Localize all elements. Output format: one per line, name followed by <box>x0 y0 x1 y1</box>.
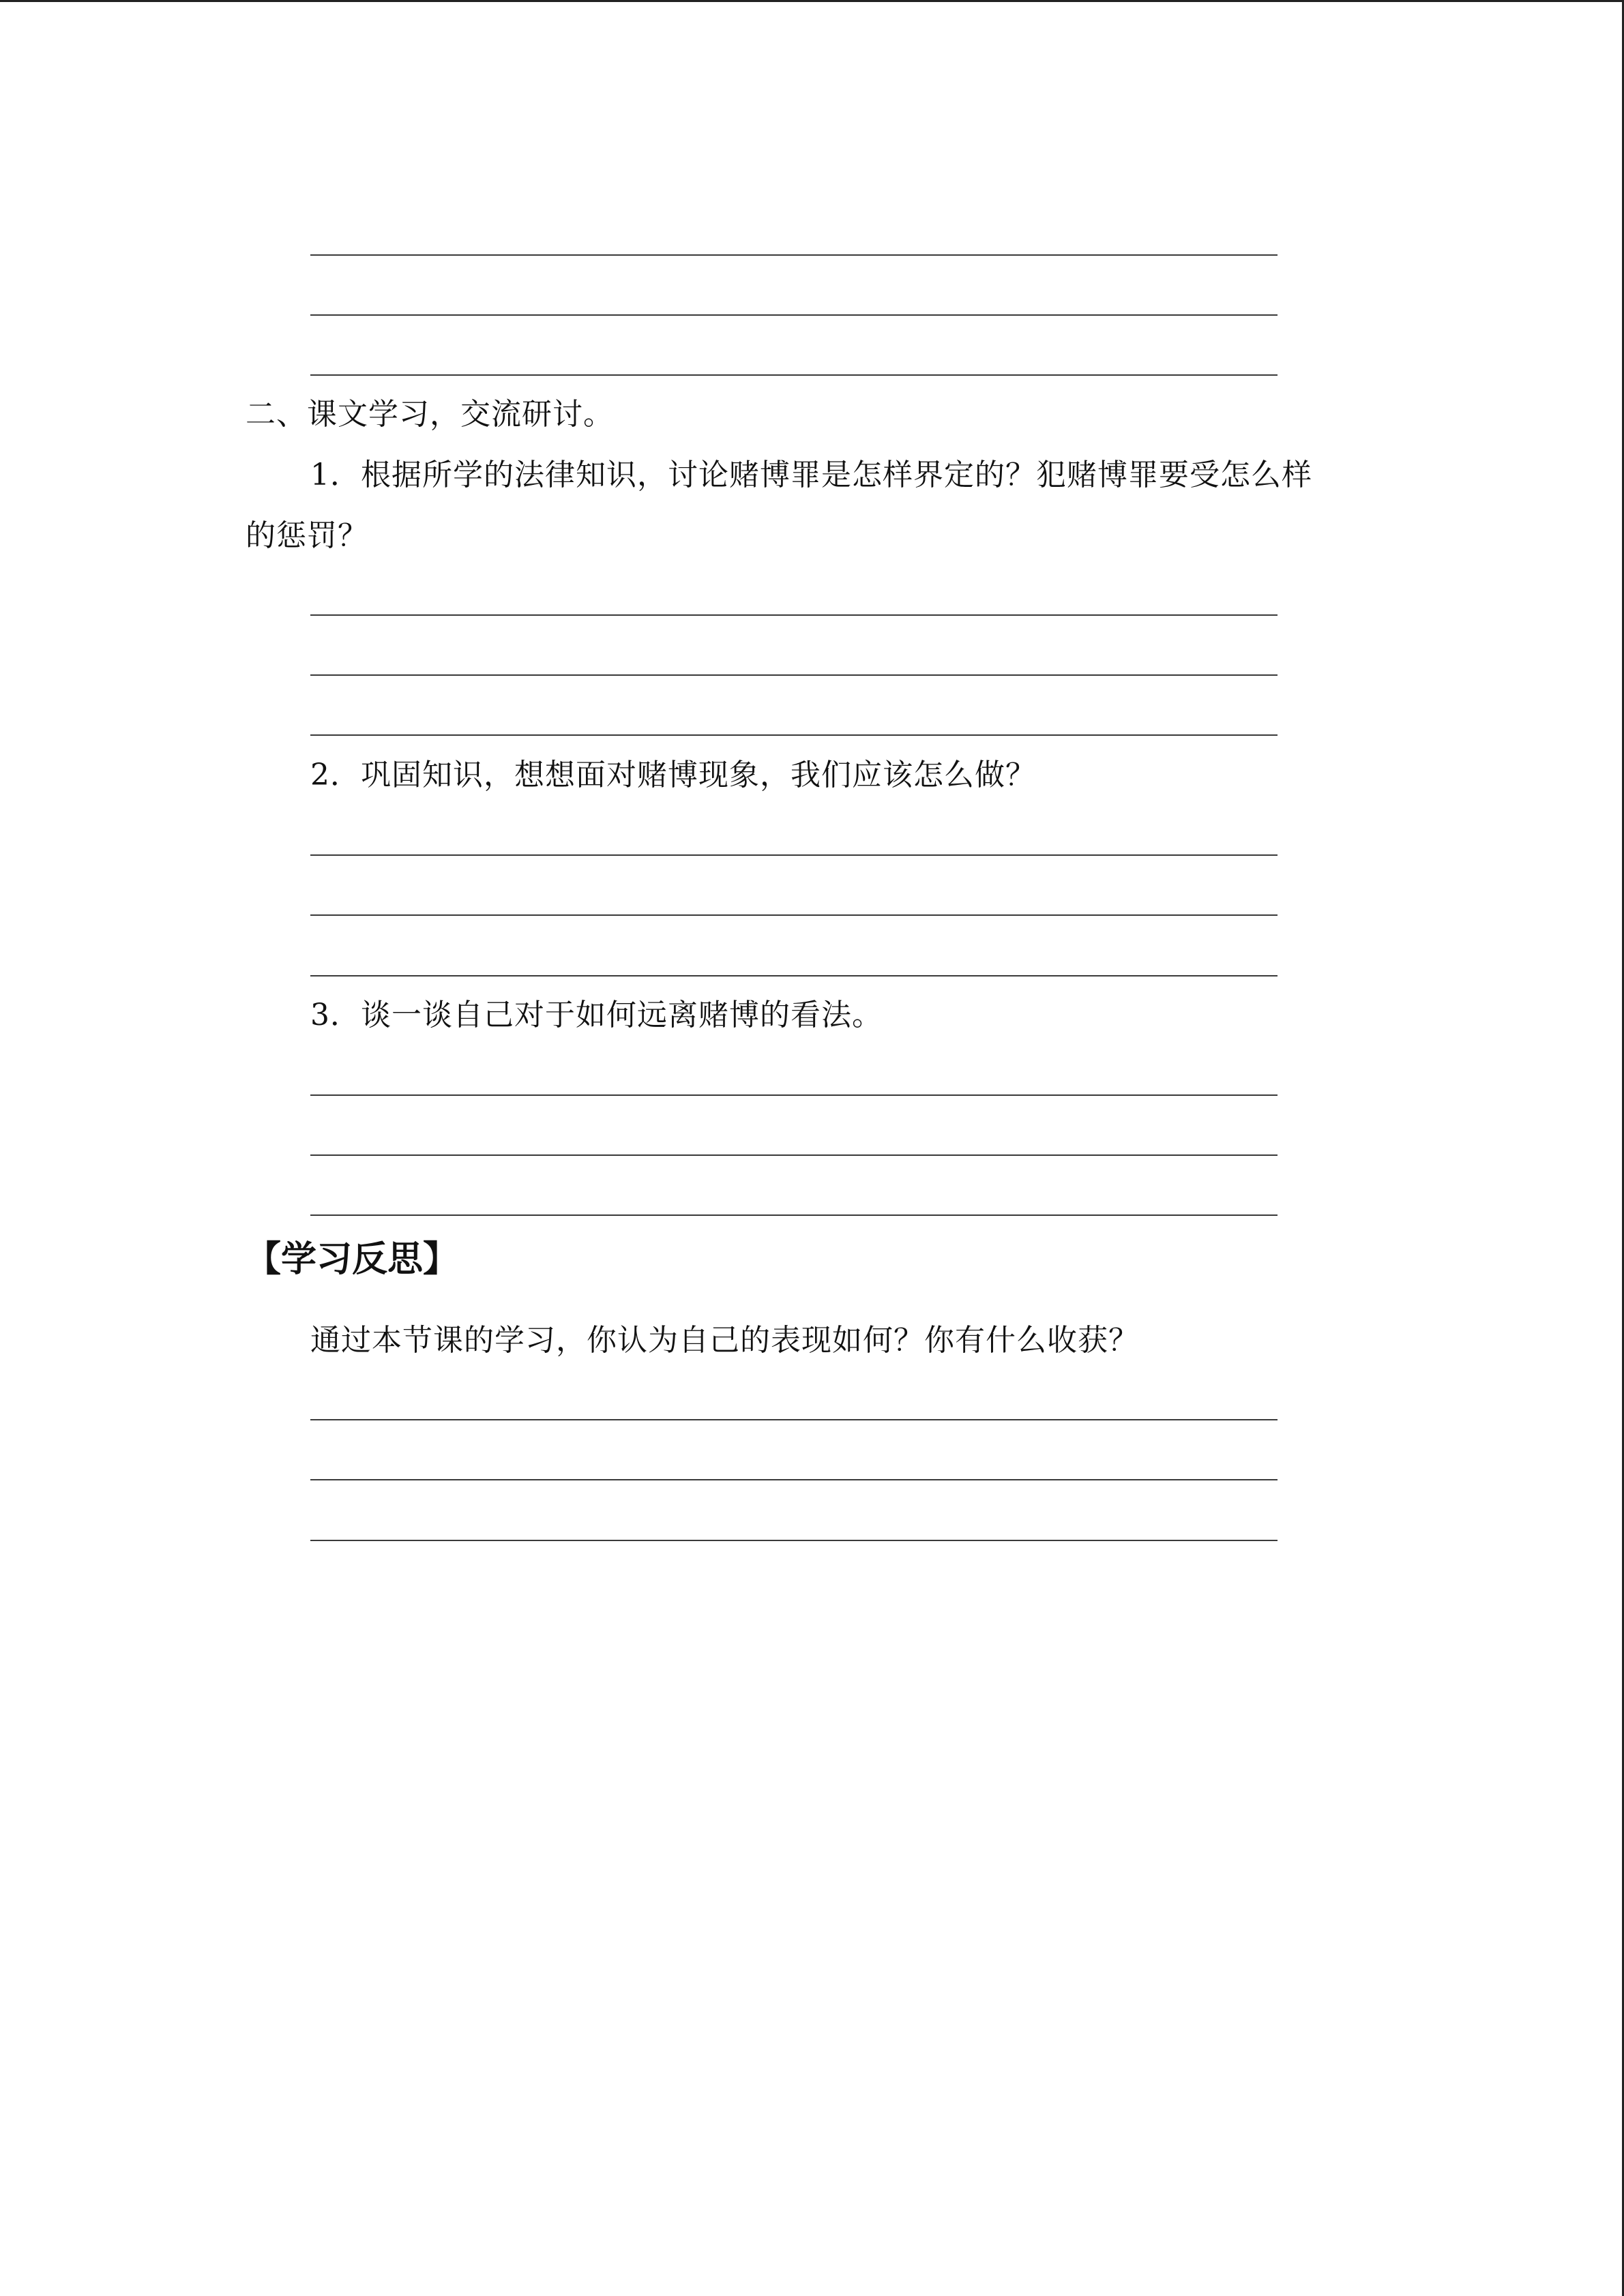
answer-line[interactable] <box>310 1540 1278 1541</box>
question-1-line-2: 的惩罚？ <box>246 518 368 553</box>
answer-line[interactable] <box>310 614 1278 616</box>
answer-line[interactable] <box>310 314 1278 316</box>
answer-line[interactable] <box>310 1479 1278 1480</box>
answer-line[interactable] <box>310 1154 1278 1156</box>
reflection-heading: 【学习反思】 <box>246 1239 459 1280</box>
answer-line[interactable] <box>310 674 1278 676</box>
section-two-title: 二、课文学习，交流研讨。 <box>246 397 614 432</box>
answer-line[interactable] <box>310 914 1278 916</box>
question-1-line-1: 1．根据所学的法律知识，讨论赌博罪是怎样界定的？犯赌博罪要受怎么样 <box>310 458 1312 492</box>
question-3: 3．谈一谈自己对于如何远离赌博的看法。 <box>310 998 883 1032</box>
answer-line[interactable] <box>310 1419 1278 1420</box>
question-2: 2．巩固知识，想想面对赌博现象，我们应该怎么做？ <box>310 758 1036 792</box>
answer-line[interactable] <box>310 854 1278 856</box>
answer-line[interactable] <box>310 1214 1278 1216</box>
answer-line[interactable] <box>310 254 1278 256</box>
answer-line[interactable] <box>310 1094 1278 1096</box>
reflection-prompt: 通过本节课的学习，你认为自己的表现如何？你有什么收获？ <box>310 1323 1139 1358</box>
answer-line[interactable] <box>310 374 1278 376</box>
answer-line[interactable] <box>310 734 1278 736</box>
answer-line[interactable] <box>310 975 1278 976</box>
